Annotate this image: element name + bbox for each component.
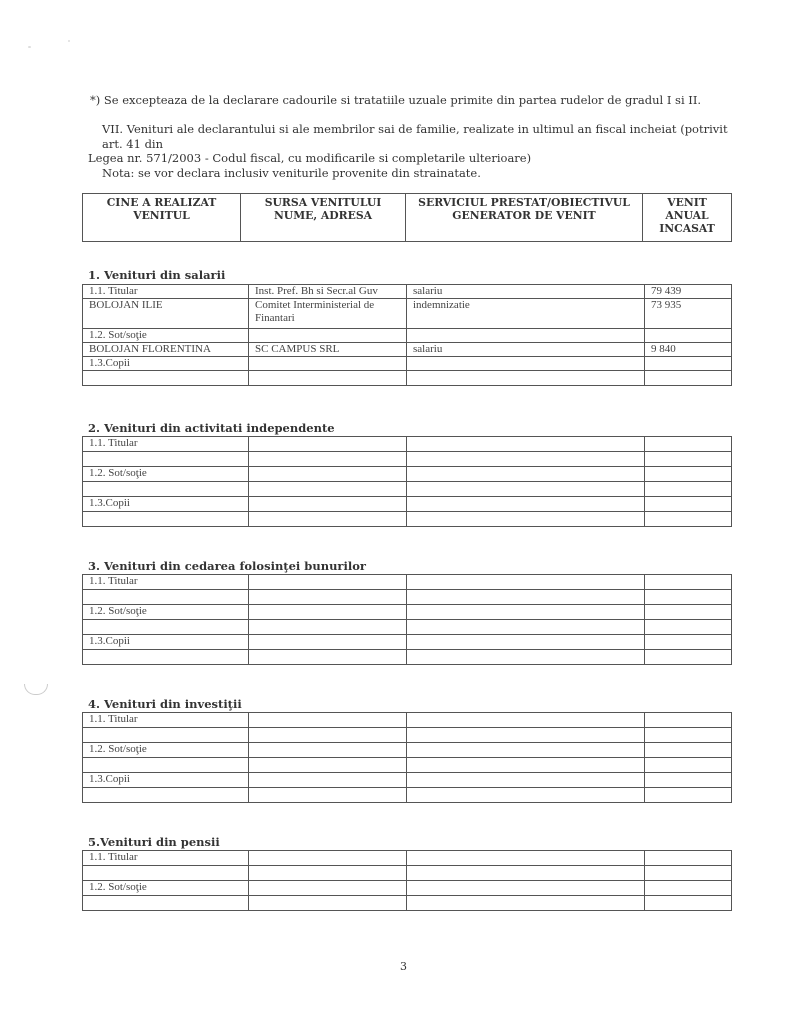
table-cell: 1.1. Titular <box>83 575 249 590</box>
table-cell <box>249 743 407 758</box>
table-row <box>83 773 732 788</box>
table-cell <box>645 590 732 605</box>
table-cell <box>645 437 732 452</box>
table-cell <box>407 743 645 758</box>
table-cell: BOLOJAN ILIE <box>83 299 249 329</box>
income-table <box>82 436 732 527</box>
table-cell <box>645 357 732 371</box>
table-cell <box>645 851 732 866</box>
table-cell: SC CAMPUS SRL <box>249 343 407 357</box>
table-row <box>83 329 732 343</box>
income-table <box>82 574 732 665</box>
table-cell <box>645 788 732 803</box>
income-header-table <box>82 193 732 242</box>
section-title: 2. Venituri din activitati independente <box>88 421 335 435</box>
table-row <box>83 635 732 650</box>
table-cell <box>645 650 732 665</box>
table-cell <box>645 452 732 467</box>
table-cell <box>645 575 732 590</box>
table-row <box>83 758 732 773</box>
table-cell: 1.1. Titular <box>83 851 249 866</box>
table-cell <box>249 482 407 497</box>
table-cell <box>249 467 407 482</box>
section-title: 3. Venituri din cedarea folosinţei bunurilor <box>88 559 366 573</box>
table-cell: 9 840 <box>645 343 732 357</box>
table-row <box>83 788 732 803</box>
table-cell <box>83 512 249 527</box>
table-cell <box>407 635 645 650</box>
table-row <box>83 299 732 329</box>
table-cell <box>407 881 645 896</box>
table-row <box>83 343 732 357</box>
page-number: 3 <box>400 960 407 973</box>
table-cell <box>407 620 645 635</box>
table-cell <box>407 467 645 482</box>
table-cell <box>249 605 407 620</box>
table-row <box>83 851 732 866</box>
table-row <box>83 285 732 299</box>
table-cell <box>249 788 407 803</box>
table-cell <box>83 452 249 467</box>
table-row <box>83 866 732 881</box>
table-row <box>83 728 732 743</box>
table-cell <box>249 635 407 650</box>
table-cell <box>83 896 249 911</box>
table-cell <box>249 575 407 590</box>
table-cell: 73 935 <box>645 299 732 329</box>
table-cell <box>83 590 249 605</box>
table-cell <box>407 371 645 386</box>
table-cell <box>83 371 249 386</box>
table-cell <box>83 788 249 803</box>
header-who: CINE A REALIZAT VENITUL <box>83 194 241 242</box>
table-cell <box>249 329 407 343</box>
table-row <box>83 482 732 497</box>
table-cell <box>645 758 732 773</box>
table-cell <box>249 851 407 866</box>
table-row <box>83 467 732 482</box>
table-cell <box>249 773 407 788</box>
table-cell <box>249 713 407 728</box>
section-title: 4. Venituri din investiţii <box>88 697 242 711</box>
header-source: SURSA VENITULUI NUME, ADRESA <box>241 194 406 242</box>
table-cell <box>249 512 407 527</box>
table-cell <box>407 650 645 665</box>
table-cell <box>249 497 407 512</box>
table-row <box>83 590 732 605</box>
table-cell <box>407 357 645 371</box>
table-cell <box>83 650 249 665</box>
table-cell <box>249 590 407 605</box>
table-cell: 79 439 <box>645 285 732 299</box>
table-cell <box>645 467 732 482</box>
header-service: SERVICIUL PRESTAT/OBIECTIVUL GENERATOR DE VENIT <box>406 194 643 242</box>
table-cell: 1.2. Sot/soţie <box>83 881 249 896</box>
table-cell <box>407 437 645 452</box>
scan-artifact-arc <box>24 684 48 695</box>
table-cell <box>645 896 732 911</box>
table-cell: 1.2. Sot/soţie <box>83 605 249 620</box>
table-cell <box>249 866 407 881</box>
table-cell <box>249 728 407 743</box>
table-cell: Comitet Interministerial de Finantari <box>249 299 407 329</box>
table-cell <box>645 713 732 728</box>
table-row <box>83 497 732 512</box>
table-cell <box>83 620 249 635</box>
table-cell <box>249 881 407 896</box>
table-cell: BOLOJAN FLORENTINA <box>83 343 249 357</box>
table-cell <box>83 866 249 881</box>
section-title: 5.Venituri din pensii <box>88 835 220 849</box>
table-cell <box>645 728 732 743</box>
table-row <box>83 896 732 911</box>
table-cell <box>407 788 645 803</box>
table-cell <box>645 635 732 650</box>
table-cell <box>249 650 407 665</box>
table-cell: 1.3.Copii <box>83 357 249 371</box>
table-cell <box>407 758 645 773</box>
table-row <box>83 713 732 728</box>
table-cell <box>645 881 732 896</box>
table-cell <box>249 758 407 773</box>
table-cell: 1.3.Copii <box>83 773 249 788</box>
table-cell: Inst. Pref. Bh si Secr.al Guv <box>249 285 407 299</box>
table-cell <box>407 713 645 728</box>
table-row <box>83 620 732 635</box>
table-row <box>83 650 732 665</box>
table-cell <box>407 329 645 343</box>
table-cell: 1.1. Titular <box>83 437 249 452</box>
scan-speck <box>68 40 70 42</box>
table-cell <box>83 728 249 743</box>
table-row <box>83 512 732 527</box>
table-row <box>83 437 732 452</box>
table-cell <box>249 896 407 911</box>
table-cell: salariu <box>407 343 645 357</box>
section-vii-line2: Legea nr. 571/2003 - Codul fiscal, cu modificarile si completarile ulterioare) <box>88 151 532 165</box>
income-table <box>82 712 732 803</box>
table-cell <box>407 452 645 467</box>
table-row <box>83 371 732 386</box>
table-cell <box>645 329 732 343</box>
table-cell <box>407 896 645 911</box>
table-cell <box>249 620 407 635</box>
section-vii-note: Nota: se vor declara inclusiv veniturile provenite din strainatate. <box>102 165 481 180</box>
table-cell: 1.2. Sot/soţie <box>83 329 249 343</box>
section-vii-intro <box>88 122 728 180</box>
table-row <box>83 605 732 620</box>
table-row <box>83 743 732 758</box>
table-cell <box>249 452 407 467</box>
table-cell <box>645 482 732 497</box>
table-cell <box>407 728 645 743</box>
table-cell <box>83 482 249 497</box>
table-cell <box>407 605 645 620</box>
table-cell: 1.1. Titular <box>83 713 249 728</box>
section-vii-line1: VII. Venituri ale declarantului si ale membrilor sai de familie, realizate in ultimul an fiscal incheiat (potrivit art. 41 din <box>102 122 728 151</box>
table-cell <box>407 590 645 605</box>
table-cell <box>249 357 407 371</box>
table-cell <box>249 437 407 452</box>
table-cell <box>249 371 407 386</box>
table-cell <box>645 743 732 758</box>
table-cell <box>407 497 645 512</box>
section-title: 1. Venituri din salarii <box>88 268 226 282</box>
table-cell <box>407 482 645 497</box>
header-income: VENIT ANUAL INCASAT <box>643 194 732 242</box>
scan-speck <box>28 46 31 48</box>
table-cell <box>645 497 732 512</box>
table-cell <box>645 371 732 386</box>
table-cell: indemnizatie <box>407 299 645 329</box>
table-cell <box>645 605 732 620</box>
table-row <box>83 357 732 371</box>
table-cell: 1.1. Titular <box>83 285 249 299</box>
footnote: *) Se excepteaza de la declarare cadourile si tratatiile uzuale primite din partea rudelor de gradul I si II. <box>90 93 702 107</box>
table-cell <box>407 866 645 881</box>
table-cell <box>645 512 732 527</box>
table-cell <box>407 773 645 788</box>
income-table <box>82 850 732 911</box>
table-cell: salariu <box>407 285 645 299</box>
table-cell: 1.2. Sot/soţie <box>83 467 249 482</box>
table-cell <box>407 512 645 527</box>
table-cell <box>407 575 645 590</box>
table-cell <box>645 866 732 881</box>
table-row <box>83 575 732 590</box>
table-cell <box>645 773 732 788</box>
table-cell: 1.3.Copii <box>83 635 249 650</box>
table-cell <box>83 758 249 773</box>
table-cell <box>407 851 645 866</box>
table-row <box>83 881 732 896</box>
table-cell: 1.2. Sot/soţie <box>83 743 249 758</box>
income-table <box>82 284 732 386</box>
table-cell: 1.3.Copii <box>83 497 249 512</box>
table-cell <box>645 620 732 635</box>
table-row <box>83 452 732 467</box>
